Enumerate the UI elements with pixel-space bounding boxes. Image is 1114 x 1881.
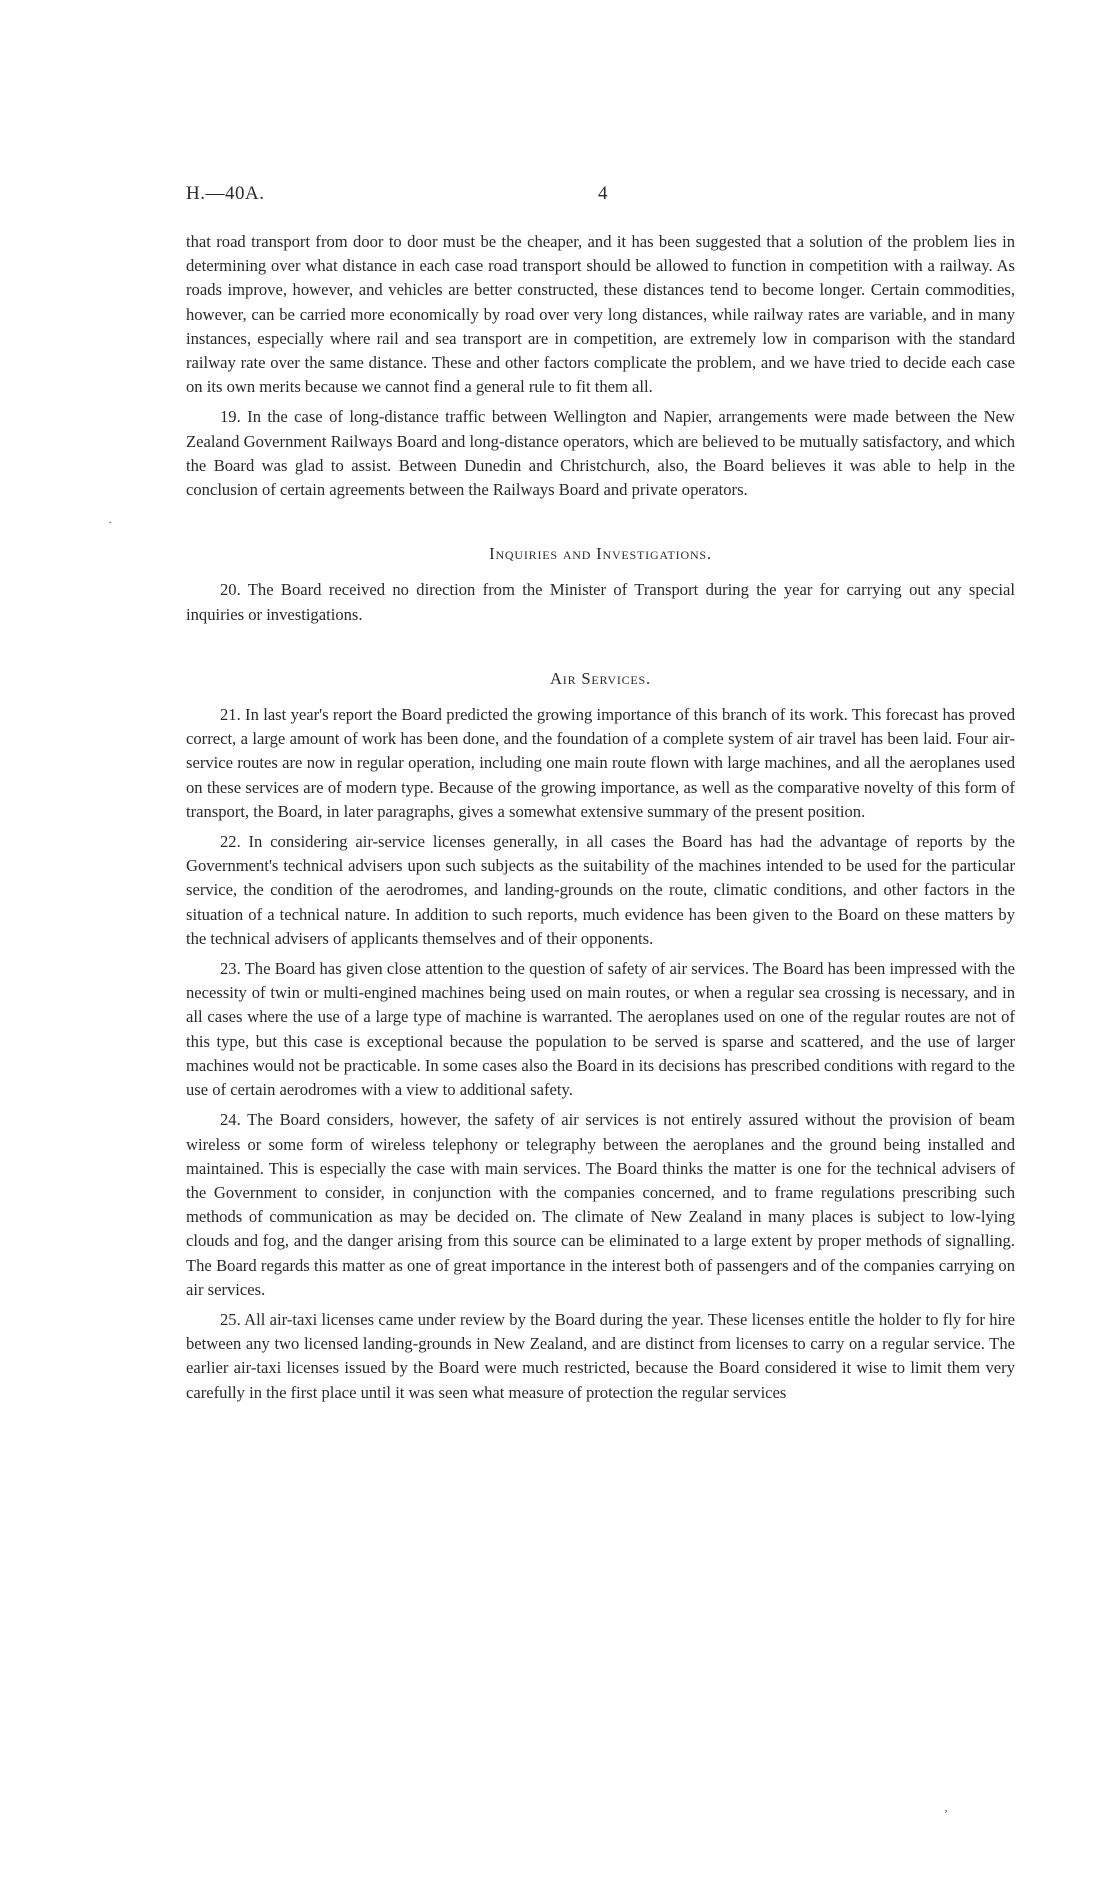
paragraph-22: 22. In considering air-service licenses generally, in all cases the Board has had the advantage of reports by the Government's technical advisers upon such subjects as the suitability of the machines intended to be used for the particular service, the condition of the aerodromes, and landing-grounds on the route, climatic conditions, and other factors in the situation of a technical nature. In addition to such reports, much evidence has been given to the Board on these matters by the technical advisers of applicants themselves and of their opponents. bbox=[186, 832, 1015, 948]
paragraph-continuation: that road transport from door to door must be the cheaper, and it has been suggested that a solution of the problem lies in determining over what distance in each case road transport should be allowed to function in competition with a railway. As roads improve, however, and vehicles are better constructed, these distances tend to become longer. Certain commodities, however, can be carried more economically by road over very long distances, while railway rates are variable, and in many instances, especially where rail and sea transport are in competition, are extremely low in comparison with the standard railway rate over the same distance. These and other factors complicate the problem, and we have tried to decide each case on its own merits because we cannot find a general rule to fit them all. bbox=[186, 232, 1015, 397]
paragraph-24: 24. The Board considers, however, the safety of air services is not entirely assured without the provision of beam wireless or some form of wireless telephony or telegraphy between the aeroplanes and the ground being installed and maintained. This is especially the case with main services. The Board thinks the matter is one for the technical advisers of the Government to consider, in conjunction with the companies concerned, and to frame regulations prescribing such methods of communication as may be decided on. The climate of New Zealand in many places is subject to low-lying clouds and fog, and the danger arising from this source can be eliminated to a large extent by proper methods of signalling. The Board regards this matter as one of great importance in the interest both of passengers and of the companies carrying on air services. bbox=[186, 1110, 1015, 1299]
paragraph-21: 21. In last year's report the Board predicted the growing importance of this branch of its work. This forecast has proved correct, a large amount of work has been done, and the foundation of a complete system of air travel has been laid. Four air-service routes are now in regular operation, including one main route flown with large machines, and all the aeroplanes used on these services are of modern type. Because of the growing importance, as well as the comparative novelty of this form of transport, the Board, in later paragraphs, gives a somewhat extensive summary of the present position. bbox=[186, 705, 1015, 821]
paragraph-20: 20. The Board received no direction from the Minister of Transport during the year for carrying out any special inquiries or investigations. bbox=[186, 580, 1015, 624]
page-number: 4 bbox=[598, 183, 608, 204]
document-body bbox=[186, 230, 1015, 1411]
paragraph-23: 23. The Board has given close attention to the question of safety of air services. The Board has been impressed with the necessity of twin or multi-engined machines being used on main routes, or when a regular sea crossing is necessary, and in all cases where the use of a large type of machine is warranted. The aeroplanes used on one of the regular routes are not of this type, but this case is exceptional because the population to be served is sparse and scattered, and the use of larger machines would not be practicable. In some cases also the Board in its decisions has prescribed conditions with regard to the use of certain aerodromes with a view to additional safety. bbox=[186, 959, 1015, 1100]
paragraph-25: 25. All air-taxi licenses came under review by the Board during the year. These licenses entitle the holder to fly for hire between any two licensed landing-grounds in New Zealand, and are distinct from licenses to carry on a regular service. The earlier air-taxi licenses issued by the Board were much restricted, because the Board considered it wise to limit them very carefully in the first place until it was seen what measure of protection the regular services bbox=[186, 1309, 1015, 1402]
paragraph-19: 19. In the case of long-distance traffic between Wellington and Napier, arrangements were made between the New Zealand Government Railways Board and long-distance operators, which are believed to be mutually satisfactory, and which the Board was glad to assist. Between Dunedin and Christchurch, also, the Board believes it was able to help in the conclusion of certain agreements between the Railways Board and private operators. bbox=[186, 407, 1015, 500]
document-reference: H.—40A. bbox=[186, 183, 265, 204]
section-heading-air-services: Air Services. bbox=[550, 668, 651, 688]
page-header bbox=[186, 183, 1016, 213]
scan-speck: ‚ bbox=[944, 1800, 948, 1814]
margin-dot: · bbox=[108, 515, 112, 529]
section-heading-inquiries: Inquiries and Investigations. bbox=[489, 544, 712, 564]
